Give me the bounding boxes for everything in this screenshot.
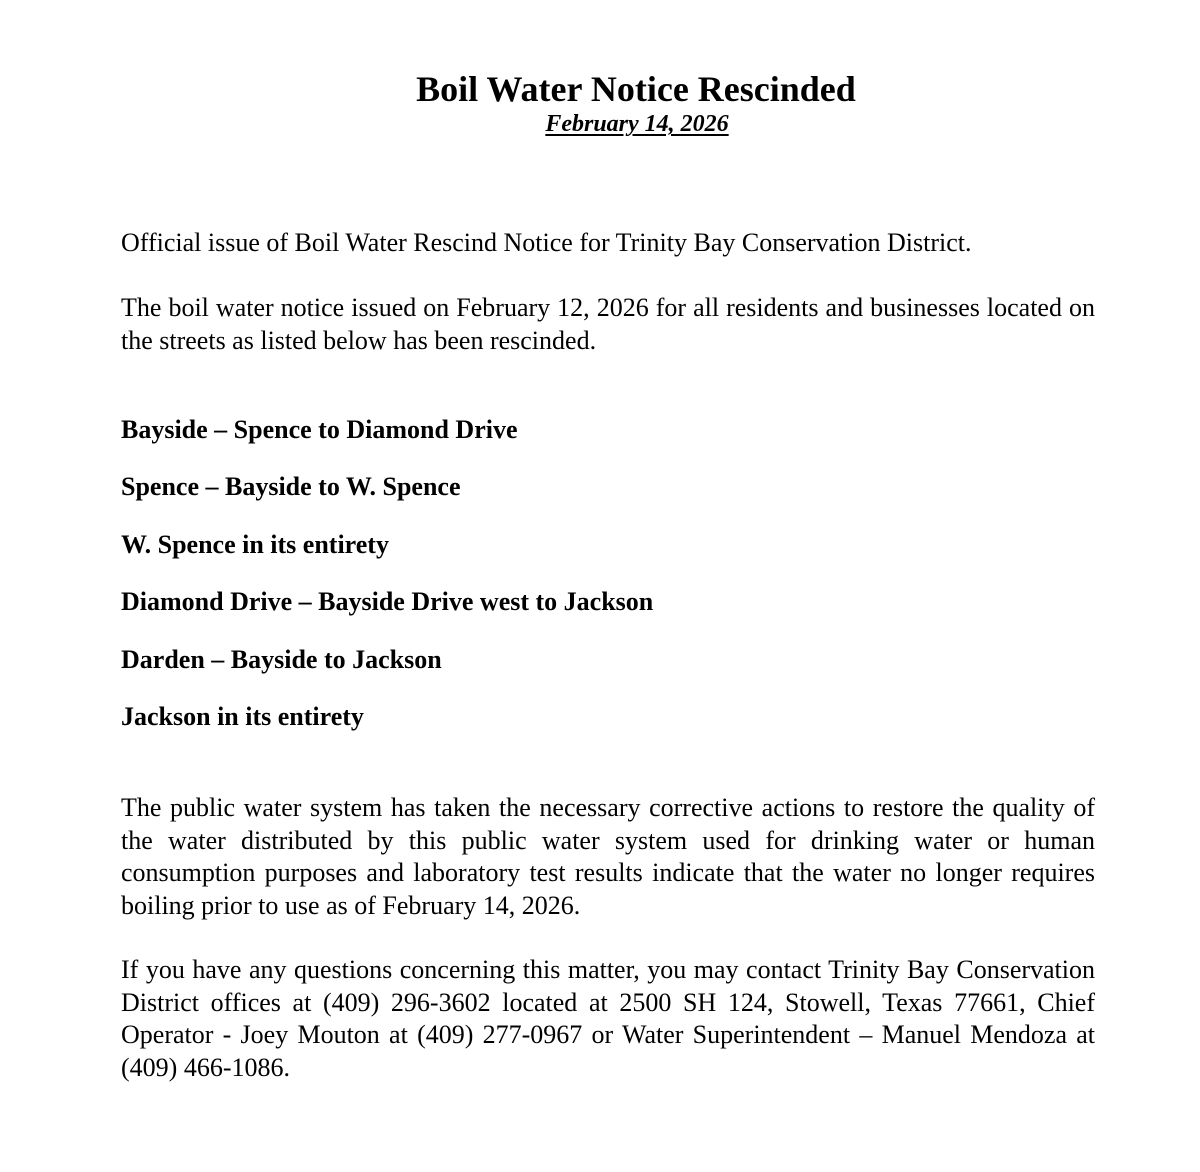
street-item: Bayside – Spence to Diamond Drive bbox=[121, 415, 518, 444]
document-date: February 14, 2026 bbox=[545, 111, 729, 137]
contact-paragraph: If you have any questions concerning this matter, you may contact Trinity Bay Conservation District offices at (409) 296-3602 located at 2500 SH 124, Stowell, Texas 77661, Chief Operator - Joey Mouton at (409) 277-0967 or Water Superintendent – Manuel Mendoza at (409) 466-1086. bbox=[121, 955, 1095, 1082]
street-item: Darden – Bayside to Jackson bbox=[121, 644, 442, 674]
street-item: Jackson in its entirety bbox=[121, 701, 364, 731]
intro-paragraph: Official issue of Boil Water Rescind Notice for Trinity Bay Conservation District. bbox=[121, 228, 972, 257]
document-title: Boil Water Notice Rescinded bbox=[416, 69, 856, 109]
street-item: Diamond Drive – Bayside Drive west to Jackson bbox=[121, 587, 654, 617]
corrective-action-paragraph: The public water system has taken the necessary corrective actions to restore the quality of the water distributed by this public water system used for drinking water or human consumption purposes and laboratory test results indicate that the water no longer requires boiling prior to use as of February 14, 2026. bbox=[121, 793, 1095, 920]
street-list bbox=[121, 412, 653, 756]
notice-paragraph: The boil water notice issued on February 12, 2026 for all residents and businesses located on the streets as listed below has been rescinded. bbox=[121, 293, 1095, 355]
street-item: W. Spence in its entirety bbox=[121, 529, 389, 559]
street-item: Spence – Bayside to W. Spence bbox=[121, 472, 461, 502]
